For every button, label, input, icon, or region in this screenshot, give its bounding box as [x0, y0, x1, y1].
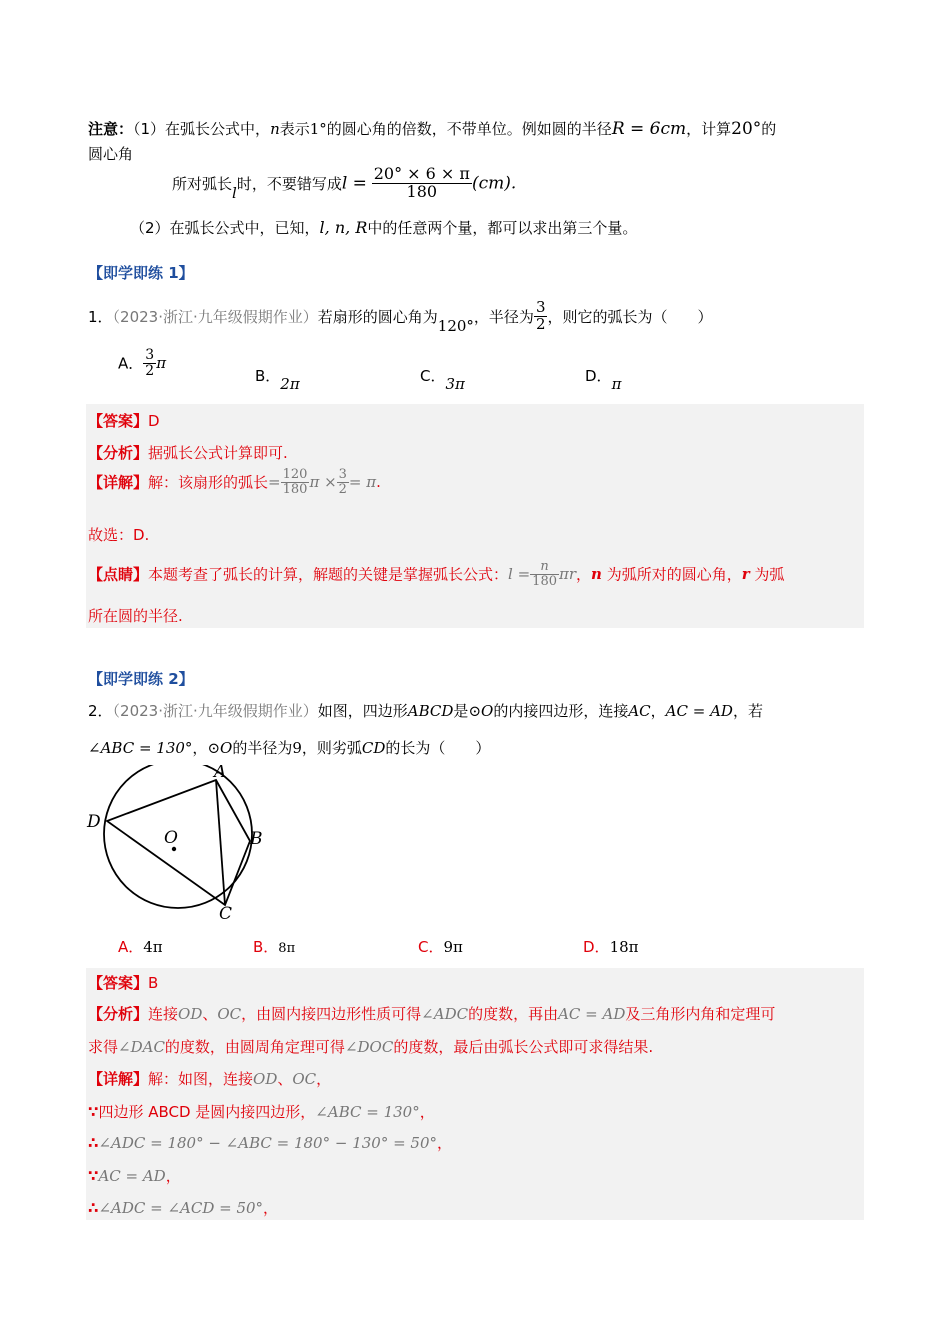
ex2-analysis-line1: 【分析】连接OD、OC，由圆内接四边形性质可得∠ADC的度数，再由AC = AD及三角形内角和定理可: [88, 1005, 776, 1023]
ex1-analysis: 【分析】据弧长公式计算即可.: [88, 444, 288, 462]
note-line-1: 注意：（1）在弧长公式中，n表示1°的圆心角的倍数，不带单位。例如圆的半径R = 6cm，计算20°的: [88, 119, 777, 139]
ex1-point: 【点睛】本题考查了弧长的计算，解题的关键是掌握弧长公式：l = $\frac{n}{180}$ πr，n 为弧所对的圆心角，r 为弧: [88, 559, 785, 589]
ex2-step-4: ∴∠ADC = ∠ACD = 50°，: [88, 1199, 279, 1217]
label-c: C: [219, 904, 233, 924]
ex2-question-line2: ∠ABC = 130°，⊙O的半径为9，则劣弧CD的长为（ ）: [88, 739, 491, 757]
ex2-heading: 【即学即练 2】: [88, 670, 194, 688]
ex1-answer: 【答案】D: [88, 412, 160, 430]
note-line-4: （2）在弧长公式中，已知，l, n, R中的任意两个量，都可以求出第三个量。: [130, 218, 638, 237]
quadrilateral-abcd: [107, 780, 250, 905]
ex2-step-1: ∵四边形 ABCD 是圆内接四边形，∠ABC = 130°，: [88, 1103, 435, 1121]
circle-o: [104, 765, 252, 908]
label-d: D: [87, 812, 101, 832]
ex1-option-a[interactable]: A． $\frac{3}{2}$ π: [118, 347, 167, 379]
circle-figure: [80, 765, 280, 925]
label-a: A: [214, 765, 227, 782]
note-fraction: $\frac{20^\circ \times 6 \times \pi}{180}$: [373, 164, 470, 201]
ex1-question: 1．（2023·浙江·九年级假期作业）若扇形的圆心角为120°，半径为 $\frac{3}{2}$ ，则它的弧长为（ ）: [88, 298, 713, 335]
ex2-answer: 【答案】B: [88, 974, 159, 992]
ex1-choose: 故选：D.: [88, 526, 150, 544]
ex1-solution-panel: [86, 404, 864, 628]
diagonal-ac: [216, 780, 225, 905]
ex2-option-c[interactable]: C．9π: [418, 938, 463, 956]
ex2-option-d[interactable]: D．18π: [583, 938, 639, 956]
ex2-detail: 【详解】解：如图，连接OD、OC，: [88, 1070, 332, 1088]
note-line-2: 圆心角: [88, 145, 134, 163]
label-o: O: [164, 828, 178, 848]
ex2-option-b[interactable]: B．8π: [253, 938, 296, 956]
note-line-3: 所对弧长l时，不要错写成l = $\frac{20^\circ \times 6 \times \pi}{180}$ (cm).: [172, 164, 517, 202]
label-b: B: [250, 829, 263, 849]
ex2-step-2: ∴∠ADC = 180° − ∠ABC = 180° − 130° = 50°，: [88, 1134, 453, 1152]
ex1-option-d[interactable]: D．π: [585, 367, 622, 393]
ex1-option-b[interactable]: B．2π: [255, 367, 300, 393]
ex2-option-a[interactable]: A．4π: [118, 938, 163, 956]
ex2-analysis-line2: 求得∠DAC的度数，由圆周角定理可得∠DOC的度数，最后由弧长公式即可求得结果.: [88, 1038, 654, 1056]
ex2-step-3: ∵AC = AD，: [88, 1167, 181, 1185]
ex2-question-line1: 2．（2023·浙江·九年级假期作业）如图，四边形ABCD是⊙O的内接四边形，连接AC，AC = AD，若: [88, 702, 763, 720]
ex1-detail: 【详解】解：该扇形的弧长= $\frac{120}{180}$ π × $\frac{3}{2}$ = π.: [88, 467, 381, 497]
ex1-point-line2: 所在圆的半径.: [88, 607, 183, 625]
ex1-option-c[interactable]: C．3π: [420, 367, 465, 393]
ex1-heading: 【即学即练 1】: [88, 264, 194, 282]
